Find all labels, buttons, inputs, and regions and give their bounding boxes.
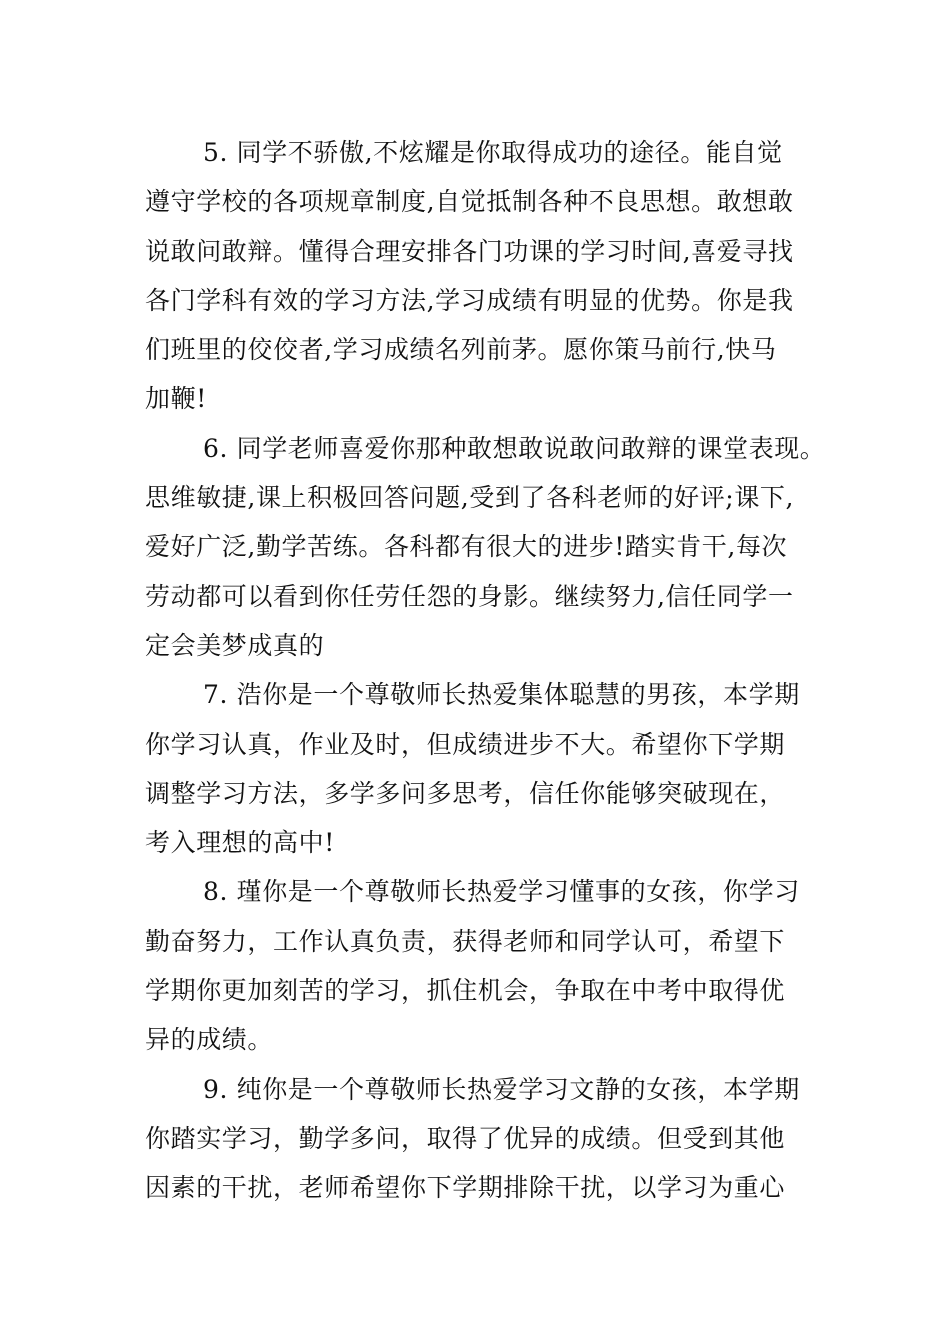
text-line: 学期你更加刻苦的学习，抓住机会，争取在中考中取得优 [145,976,786,1006]
text-line: 5. 同学不骄傲,不炫耀是你取得成功的途径。能自觉 [203,138,783,167]
text-line: 调整学习方法，多学多问多思考，信任你能够突破现在， [145,778,786,808]
text-line: 们班里的佼佼者,学习成绩名列前茅。愿你策马前行,快马 [145,335,777,365]
text-line: 7. 浩你是一个尊敬师长热爱集体聪慧的男孩，本学期 [203,680,800,710]
text-line: 爱好广泛,勤学苦练。各科都有很大的进步!踏实肯干,每次 [145,532,788,562]
text-line: 考入理想的高中! [145,828,335,858]
text-line: 说敢问敢辩。懂得合理安排各门功课的学习时间,喜爱寻找 [145,236,794,266]
text-line: 异的成绩。 [145,1025,274,1055]
paragraph-p7 [145,670,825,867]
text-line: 6. 同学老师喜爱你那种敢想敢说敢问敢辩的课堂表现。 [203,433,826,463]
paragraph-p6 [145,424,825,670]
text-line: 9. 纯你是一个尊敬师长热爱学习文静的女孩，本学期 [203,1074,800,1104]
paragraph-p5 [145,128,825,424]
text-line: 因素的干扰，老师希望你下学期排除干扰，以学习为重心 [145,1173,786,1203]
paragraph-p9 [145,1065,825,1213]
text-line: 各门学科有效的学习方法,学习成绩有明显的优势。你是我 [145,285,794,315]
paragraph-p8 [145,867,825,1064]
text-line: 你学习认真，作业及时，但成绩进步不大。希望你下学期 [145,729,786,759]
text-line: 劳动都可以看到你任劳任怨的身影。继续努力,信任同学一 [145,581,794,611]
text-line: 勤奋努力，工作认真负责，获得老师和同学认可，希望下 [145,926,786,956]
text-line: 定会美梦成真的 [145,630,325,660]
text-line: 遵守学校的各项规章制度,自觉抵制各种不良思想。敢想敢 [145,187,794,217]
document-body [145,128,825,1213]
text-line: 思维敏捷,课上积极回答问题,受到了各科老师的好评;课下, [145,483,795,513]
text-line: 你踏实学习，勤学多问，取得了优异的成绩。但受到其他 [145,1123,786,1153]
text-line: 8. 瑾你是一个尊敬师长热爱学习懂事的女孩，你学习 [203,877,800,907]
text-line: 加鞭! [145,384,207,414]
